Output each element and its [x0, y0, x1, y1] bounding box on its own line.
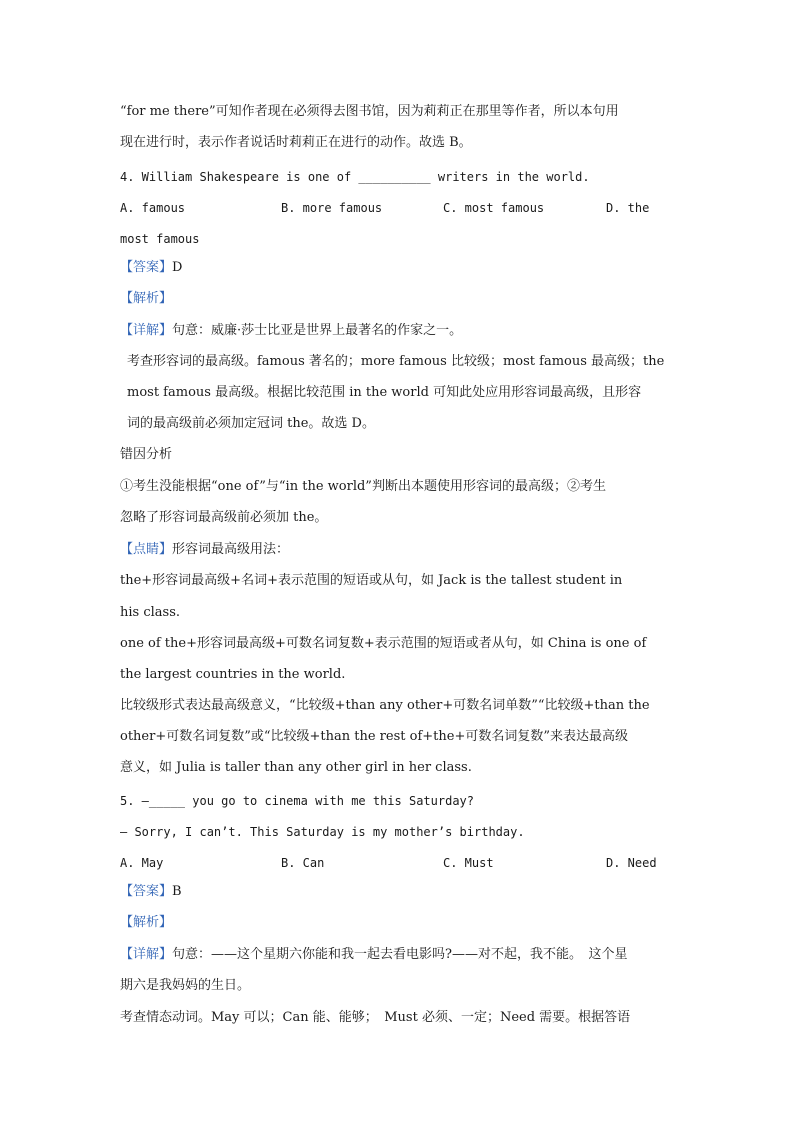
q5-option-c: C. Must: [443, 856, 494, 870]
q4-answer: [120, 258, 680, 278]
q4-explanation-line2: most famous 最高级。根据比较范围 in the world 可知此处应用形容词最高级，且形容: [127, 385, 642, 400]
error-analysis-line1: ①考生没能根据“one of”与“in the world”判断出本题使用形容词的最高级；②考生: [120, 479, 606, 494]
error-analysis-line2: 忽略了形容词最高级前必须加 the。: [120, 510, 328, 525]
q4-detail: [120, 321, 680, 341]
q3-explanation-line1: “for me there”可知作者现在必须得去图书馆，因为莉莉正在那里等作者，所以本句用: [120, 104, 619, 119]
q4-explanation-line3: 词的最高级前必须加定冠词 the。故选 D。: [127, 416, 375, 431]
error-analysis-title: 错因分析: [120, 447, 173, 462]
answer-value: B: [172, 884, 182, 899]
q5-analysis-label: 【解析】: [120, 915, 173, 930]
detail-label: 【详解】: [120, 947, 173, 962]
q5-detail: [120, 945, 680, 965]
q4-stem: 4. William Shakespeare is one of __________ writers in the world.: [120, 170, 590, 184]
q4-analysis-label: 【解析】: [120, 291, 173, 306]
answer-label: 【答案】: [120, 260, 173, 275]
detail-text: 句意：威廉·莎士比亚是世界上最著名的作家之一。: [172, 323, 463, 338]
answer-value: D: [172, 260, 183, 275]
q4-explanation-line1: 考查形容词的最高级。famous 著名的；more famous 比较级；most famous 最高级；the: [127, 354, 665, 369]
q5-option-b: B. Can: [281, 856, 325, 870]
tip-rule3-line1: 比较级形式表达最高级意义，“比较级+than any other+可数名词单数”“比较级+than the: [120, 698, 650, 713]
q4-option-wrap: most famous: [120, 232, 200, 246]
q5-option-d: D. Need: [606, 856, 657, 870]
q5-detail-line2: 期六是我妈妈的生日。: [120, 978, 251, 993]
answer-label: 【答案】: [120, 884, 173, 899]
q5-stem-line1: 5. —_____ you go to cinema with me this Saturday?: [120, 794, 475, 808]
q5-answer: [120, 882, 680, 902]
tip-rule2-line2: the largest countries in the world.: [120, 667, 346, 682]
tip-text: 形容词最高级用法：: [172, 542, 290, 557]
q5-explanation-line1: 考查情态动词。May 可以；Can 能、能够； Must 必须、一定；Need 需要。根据答语: [120, 1010, 631, 1025]
q4-option-b: B. more famous: [281, 201, 383, 215]
detail-text: 句意：——这个星期六你能和我一起去看电影吗?——对不起，我不能。 这个星: [172, 947, 628, 962]
q4-option-a: A. famous: [120, 201, 186, 215]
q4-tip: [120, 540, 680, 560]
q5-stem-line2: — Sorry, I can’t. This Saturday is my mother’s birthday.: [120, 825, 525, 839]
q4-option-c: C. most famous: [443, 201, 545, 215]
q3-explanation-line2: 现在进行时，表示作者说话时莉莉正在进行的动作。故选 B。: [120, 135, 472, 150]
tip-label: 【点睛】: [120, 542, 173, 557]
q4-option-d: D. the: [606, 201, 650, 215]
tip-rule3-line2: other+可数名词复数”或“比较级+than the rest of+the+可数名词复数”来表达最高级: [120, 729, 628, 744]
tip-rule1-line1: the+形容词最高级+名词+表示范围的短语或从句，如 Jack is the tallest student in: [120, 573, 623, 588]
detail-label: 【详解】: [120, 323, 173, 338]
tip-rule2-line1: one of the+形容词最高级+可数名词复数+表示范围的短语或者从句，如 China is one of: [120, 636, 647, 651]
q5-option-a: A. May: [120, 856, 164, 870]
tip-rule1-line2: his class.: [120, 605, 180, 620]
tip-rule3-line3: 意义，如 Julia is taller than any other girl in her class.: [120, 760, 472, 775]
